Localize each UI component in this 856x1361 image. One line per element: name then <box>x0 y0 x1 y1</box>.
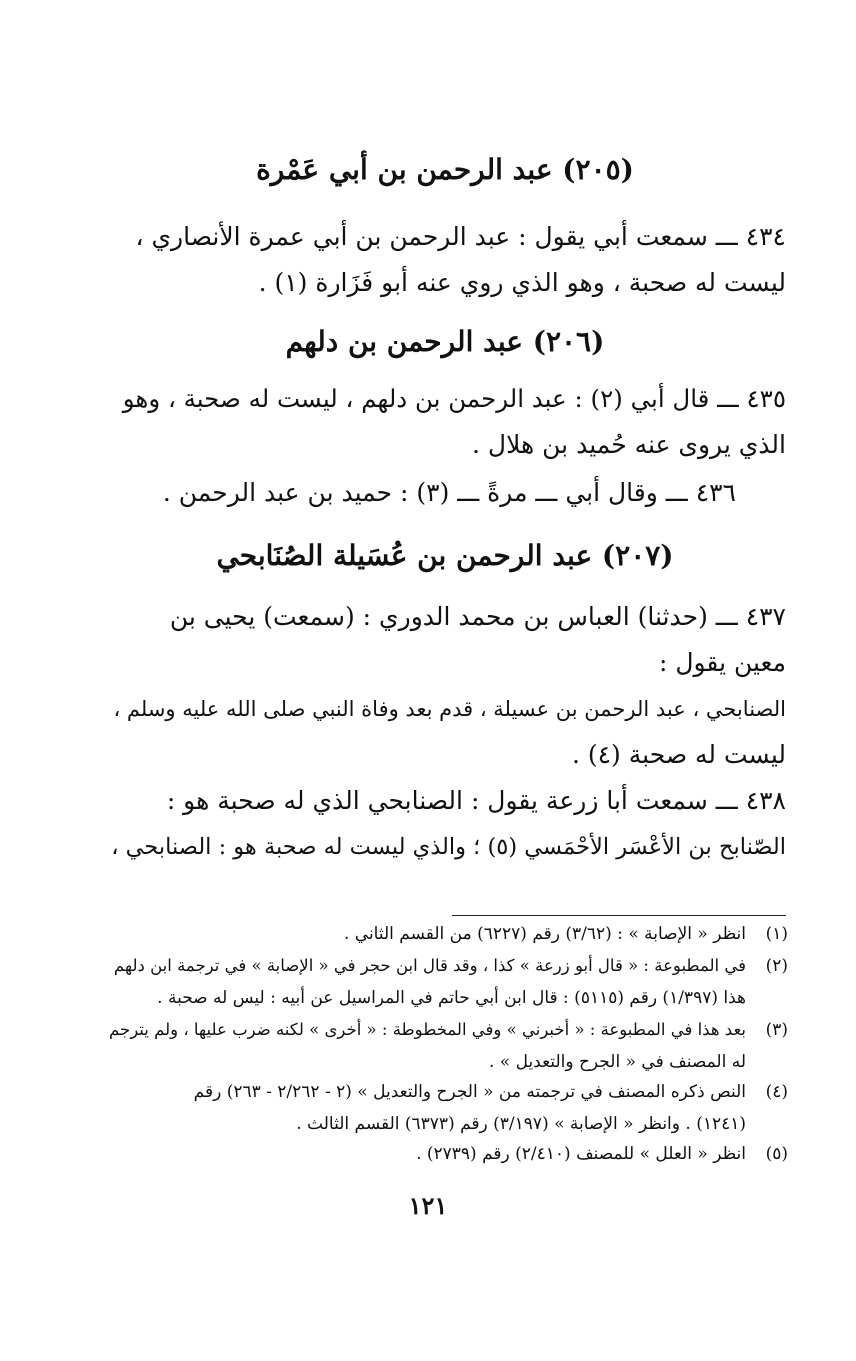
footnote-line: هذا (١/٣٩٧) رقم (٥١١٥) : قال ابن أبي حاتم في المراسيل عن أبيه : ليس له صحبة . <box>157 988 746 1008</box>
footnote-number: (٣) <box>765 1020 788 1040</box>
entry-435 <box>110 376 786 468</box>
footnote-line: انظر « العلل » للمصنف (٢/٤١٠) رقم (٢٧٣٩) . <box>416 1144 746 1164</box>
entry-line: ٤٣٧ ـــ (حدثنا) العباس بن محمد الدوري : (سمعت) يحيى بن <box>169 602 786 631</box>
footnote-1 <box>106 918 788 950</box>
heading-205: (٢٠٥) عبد الرحمن بن أبي عَمْرة <box>256 153 634 186</box>
page-number: ١٢١ <box>408 1191 448 1220</box>
footnote-number: (٢) <box>765 956 788 976</box>
entry-line: الصنابحي ، عبد الرحمن بن عسيلة ، قدم بعد وفاة النبي صلى الله عليه وسلم ، <box>113 697 786 721</box>
entry-438 <box>110 778 786 870</box>
entry-line: ليست له صحبة ، وهو الذي روي عنه أبو فَزَارة (١) . <box>258 268 786 297</box>
entry-line: ليست له صحبة (٤) . <box>571 740 786 769</box>
entry-line: ٤٣٥ ـــ قال أبي (٢) : عبد الرحمن بن دلهم ، ليست له صحبة ، وهو <box>122 384 786 413</box>
footnote-5 <box>106 1138 788 1170</box>
entry-line: ٤٣٤ ـــ سمعت أبي يقول : عبد الرحمن بن أبي عمرة الأنصاري ، <box>135 222 786 251</box>
footnote-2 <box>106 950 788 1014</box>
footnote-line: له المصنف في « الجرح والتعديل » . <box>488 1052 746 1072</box>
entry-line: الذي يروى عنه حُميد بن هلال . <box>472 430 786 459</box>
footnote-number: (٤) <box>765 1082 788 1102</box>
entry-line: ٤٣٦ ـــ وقال أبي ـــ مرةً ـــ (٣) : حميد بن عبد الرحمن . <box>162 478 736 507</box>
footnote-number: (١) <box>765 924 788 944</box>
footnote-line: (١٢٤١) . وانظر « الإصابة » (٣/١٩٧) رقم (٦٣٧٣) القسم الثالث . <box>296 1114 746 1134</box>
footnote-4 <box>106 1076 788 1140</box>
entry-line: الصّنابح بن الأعْسَر الأحْمَسي (٥) ؛ والذي ليست له صحبة هو : الصنابحي ، <box>111 834 786 860</box>
entry-line: معين يقول : <box>658 648 786 677</box>
entry-434 <box>110 214 786 306</box>
footnote-line: انظر « الإصابة » : (٣/٦٢) رقم (٦٢٢٧) من القسم الثاني . <box>343 924 746 944</box>
footnote-line: النص ذكره المصنف في ترجمته من « الجرح والتعديل » (٢ - ٢/٢٦٢ - ٢٦٣) رقم <box>193 1082 746 1102</box>
footnote-line: بعد هذا في المطبوعة : « أخبرني » وفي المخطوطة : « أخرى » لكنه ضرب عليها ، ولم يترجم <box>109 1020 746 1039</box>
footnote-line: في المطبوعة : « قال أبو زرعة » كذا ، وقد قال ابن حجر في « الإصابة » في ترجمة ابن دلهم <box>113 956 746 975</box>
heading-206: (٢٠٦) عبد الرحمن بن دلهم <box>285 325 605 358</box>
footnote-3 <box>106 1014 788 1078</box>
footnote-number: (٥) <box>765 1144 788 1164</box>
entry-line: ٤٣٨ ـــ سمعت أبا زرعة يقول : الصنابحي الذي له صحبة هو : <box>166 786 786 815</box>
entry-437 <box>110 594 786 778</box>
footnote-separator <box>452 915 786 916</box>
entry-436 <box>110 470 786 516</box>
heading-207: (٢٠٧) عبد الرحمن بن عُسَيلة الصُنَابحي <box>216 539 674 572</box>
